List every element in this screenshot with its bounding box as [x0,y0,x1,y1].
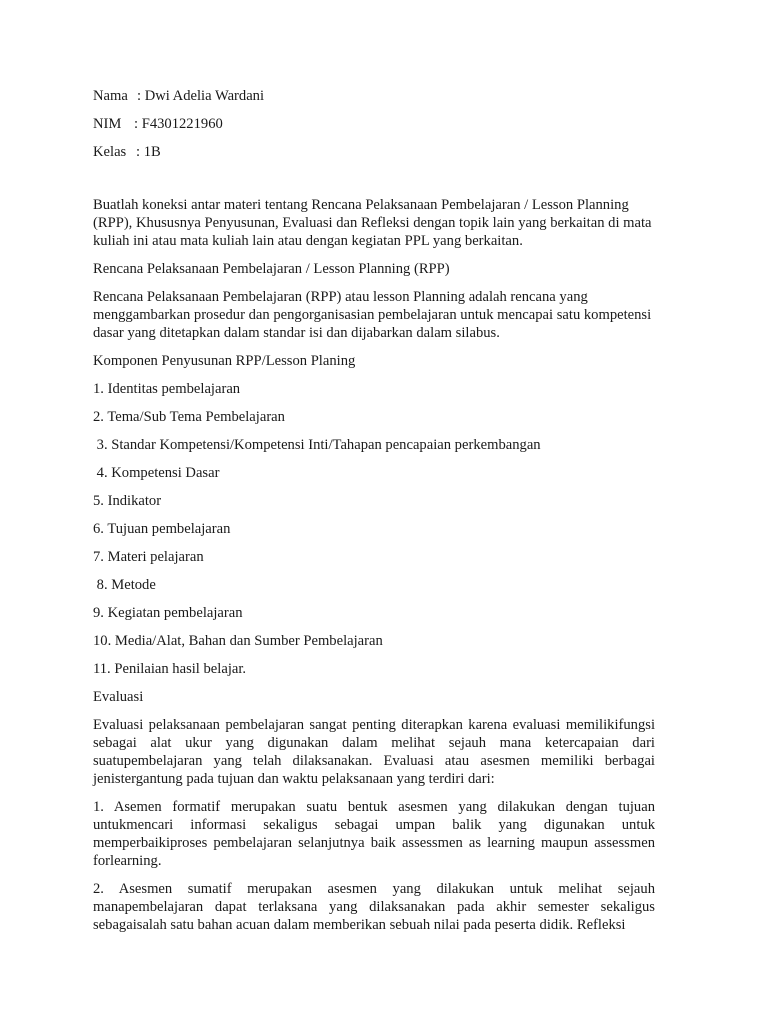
list-item: 1. Identitas pembelajaran [93,381,241,397]
list-item: 3. Standar Kompetensi/Kompetensi Inti/Tahapan pencapaian perkembangan [93,437,541,453]
asesmen-formatif-paragraph: 1. Asemen formatif merupakan suatu bentuk asesmen yang dilakukan dengan tujuan untukmencari informasi sekaligus sebagai umpan balik yang digunakan untuk memperbaikiproses pembelajaran selanjutnya baik assessmen as learning maupun assessmen forlearning. [93,799,655,869]
nama-row [93,86,655,114]
list-item: 7. Materi pelajaran [93,549,204,565]
komponen-list [93,380,655,688]
list-item: 10. Media/Alat, Bahan dan Sumber Pembelajaran [93,633,383,649]
nama-value: : Dwi Adelia Wardani [137,88,265,104]
list-item: 6. Tujuan pembelajaran [93,521,231,537]
document-page [93,86,655,944]
list-item: 8. Metode [93,577,156,593]
kelas-value: : 1B [136,144,161,160]
rpp-heading: Rencana Pelaksanaan Pembelajaran / Lesson Planning (RPP) [93,261,450,277]
list-item: 4. Kompetensi Dasar [93,465,220,481]
kelas-label: Kelas [93,144,127,160]
rpp-definition-paragraph: Rencana Pelaksanaan Pembelajaran (RPP) atau lesson Planning adalah rencana yang menggambarkan prosedur dan pengorganisasian pembelajaran untuk mencapai satu kompetensi dasar yang ditetapkan dalam standar isi dan dijabarkan dalam silabus. [93,289,652,341]
list-item: 5. Indikator [93,493,162,509]
list-item: 9. Kegiatan pembelajaran [93,605,243,621]
nama-label: Nama [93,88,128,104]
nim-label: NIM [93,116,122,132]
list-item: 2. Tema/Sub Tema Pembelajaran [93,409,285,425]
komponen-heading: Komponen Penyusunan RPP/Lesson Planing [93,353,356,369]
list-item: 11. Penilaian hasil belajar. [93,661,247,677]
kelas-row [93,142,655,170]
nim-row [93,114,655,142]
nim-value: : F4301221960 [134,116,223,132]
evaluasi-heading: Evaluasi [93,689,144,705]
asesmen-sumatif-paragraph: 2. Asesmen sumatif merupakan asesmen yang dilakukan untuk melihat sejauh manapembelajaran dapat terlaksana yang dilaksanakan pada akhir semester sekaligus sebagaisalah satu bahan acuan dalam memberikan sebuah nilai pada peserta didik. Refleksi [93,881,655,933]
instruction-paragraph: Buatlah koneksi antar materi tentang Rencana Pelaksanaan Pembelajaran / Lesson Planning (RPP), Khususnya Penyusunan, Evaluasi dan Refleksi dengan topik lain yang berkaitan di mata kuliah ini atau mata kuliah lain atau dengan kegiatan PPL yang berkaitan. [93,197,652,249]
spacer [93,170,655,196]
evaluasi-paragraph: Evaluasi pelaksanaan pembelajaran sangat penting diterapkan karena evaluasi memilikifungsi sebagai alat ukur yang digunakan dalam melihat sejauh mana ketercapaian dari suatupembelajaran yang telah dilaksanakan. Evaluasi atau asesmen memiliki berbagai jenistergantung pada tujuan dan waktu pelaksanaan yang terdiri dari: [93,717,655,787]
